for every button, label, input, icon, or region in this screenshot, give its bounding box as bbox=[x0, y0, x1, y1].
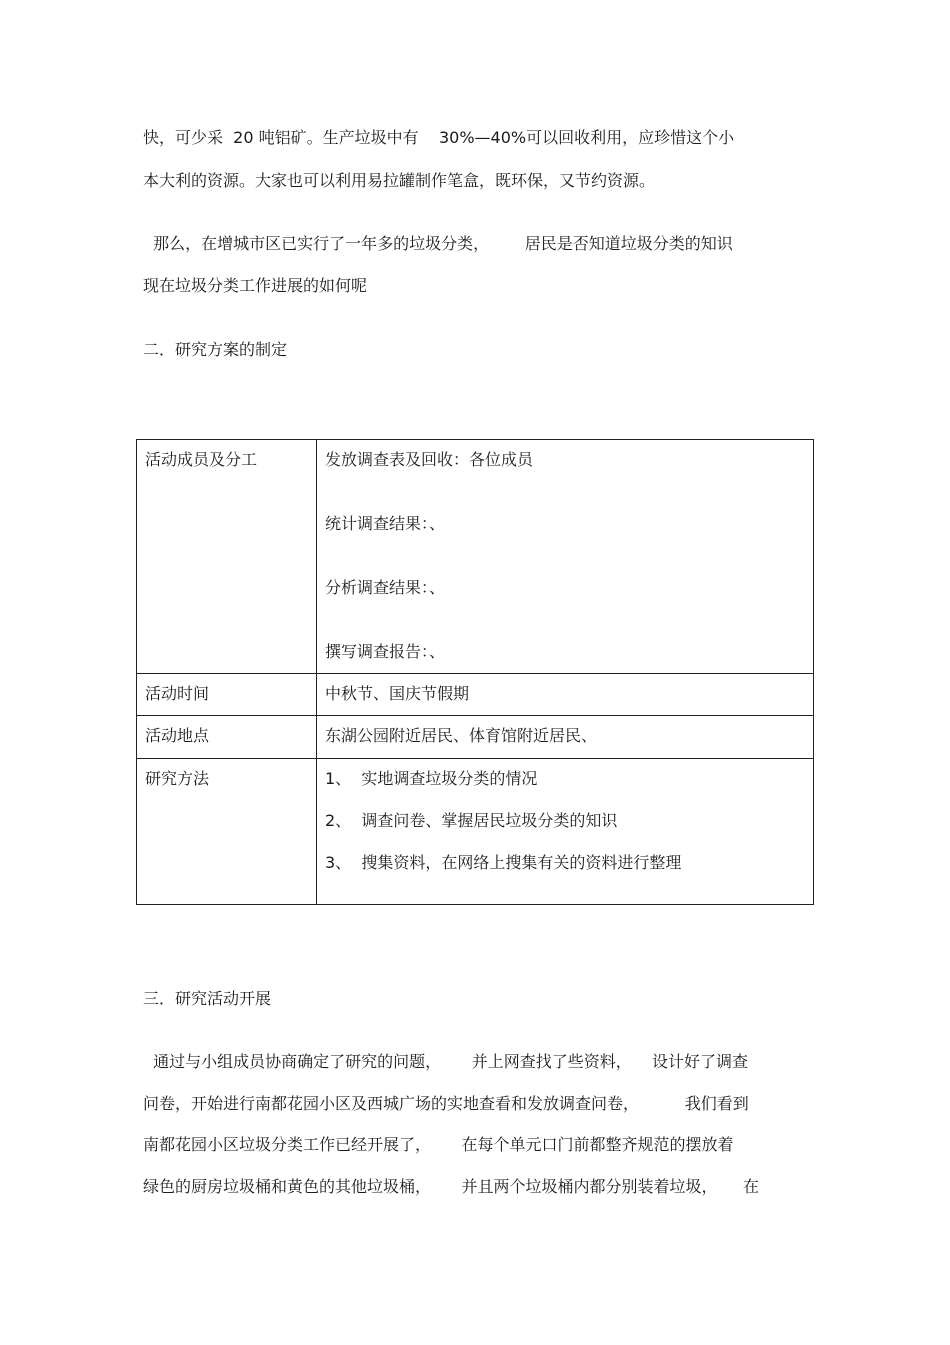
table-row bbox=[137, 716, 814, 759]
intro-line-2: 本大利的资源。大家也可以利用易拉罐制作笔盒，既环保，又节约资源。 bbox=[143, 171, 656, 190]
time-value-cell bbox=[317, 674, 814, 716]
table-row bbox=[137, 440, 814, 674]
question-line-2: 现在垃圾分类工作进展的如何呢 bbox=[143, 276, 368, 295]
members-item: 撰写调查报告：、 bbox=[325, 642, 446, 661]
section-3-line-1: 通过与小组成员协商确定了研究的问题， 并上网查找了些资料， 设计好了调查 bbox=[143, 1052, 749, 1071]
section-3-heading: 三．研究活动开展 bbox=[143, 989, 272, 1008]
research-plan-table bbox=[136, 439, 814, 905]
members-label-cell bbox=[137, 440, 317, 674]
method-label: 研究方法 bbox=[145, 769, 210, 788]
place-value-cell bbox=[317, 716, 814, 759]
method-item: 3、 搜集资料，在网络上搜集有关的资料进行整理 bbox=[325, 853, 682, 872]
section-3-line-3: 南都花园小区垃圾分类工作已经开展了， 在每个单元口门前都整齐规范的摆放着 bbox=[143, 1135, 734, 1154]
section-2-heading: 二．研究方案的制定 bbox=[143, 340, 288, 359]
place-value: 东湖公园附近居民、体育馆附近居民、 bbox=[325, 726, 598, 745]
method-item: 1、 实地调查垃圾分类的情况 bbox=[325, 769, 538, 788]
members-item: 发放调查表及回收：各位成员 bbox=[325, 450, 534, 469]
members-item: 分析调查结果：、 bbox=[325, 578, 446, 597]
time-value: 中秋节、国庆节假期 bbox=[325, 684, 470, 703]
section-3-line-4: 绿色的厨房垃圾桶和黄色的其他垃圾桶， 并且两个垃圾桶内都分别装着垃圾， 在 bbox=[143, 1177, 759, 1196]
table-row bbox=[137, 759, 814, 905]
intro-line-1: 快，可少采 20 吨铝矿。生产垃圾中有 30%—40%可以回收利用，应珍惜这个小 bbox=[143, 128, 735, 147]
method-value-cell bbox=[317, 759, 814, 905]
time-label-cell bbox=[137, 674, 317, 716]
time-label: 活动时间 bbox=[145, 684, 210, 703]
question-line-1: 那么，在增城市区已实行了一年多的垃圾分类， 居民是否知道垃圾分类的知识 bbox=[143, 234, 733, 253]
table-row bbox=[137, 674, 814, 716]
members-item: 统计调查结果：、 bbox=[325, 514, 446, 533]
method-label-cell bbox=[137, 759, 317, 905]
members-value-cell bbox=[317, 440, 814, 674]
section-3-line-2: 问卷，开始进行南都花园小区及西城广场的实地查看和发放调查问卷， 我们看到 bbox=[143, 1094, 749, 1113]
method-item: 2、 调查问卷、掌握居民垃圾分类的知识 bbox=[325, 811, 618, 830]
place-label-cell bbox=[137, 716, 317, 759]
members-label: 活动成员及分工 bbox=[145, 450, 258, 469]
place-label: 活动地点 bbox=[145, 726, 210, 745]
